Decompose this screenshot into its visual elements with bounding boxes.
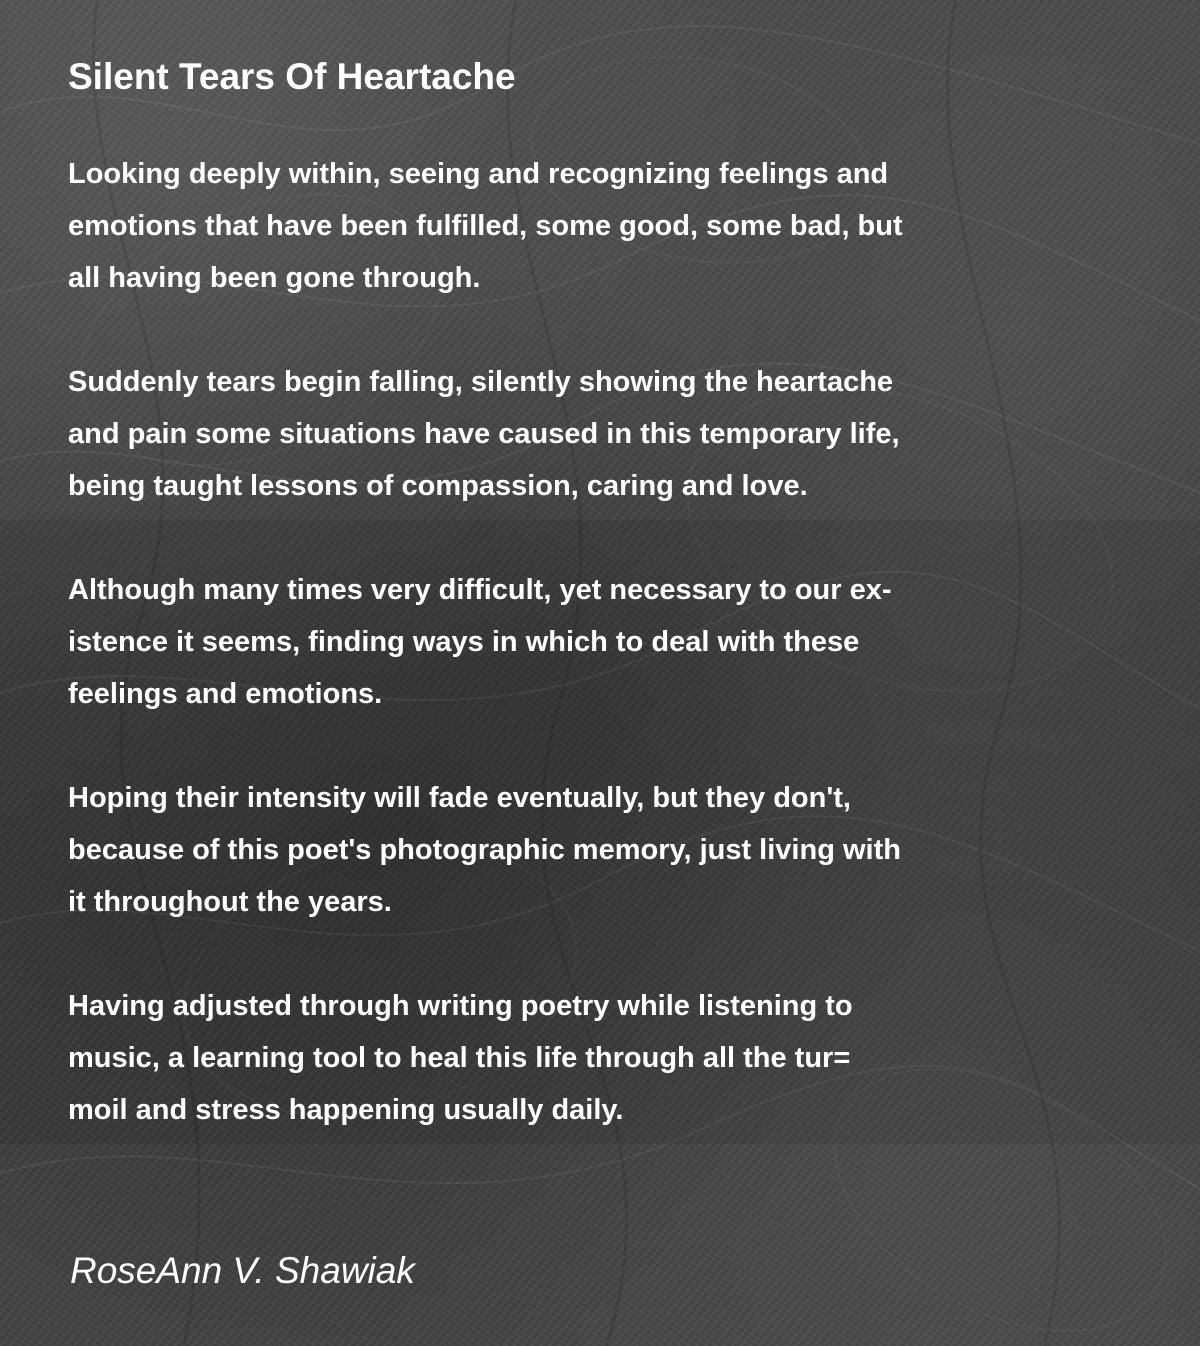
poem-body: [68, 148, 1128, 1188]
poem-line: being taught lessons of compassion, caring and love.: [68, 470, 808, 502]
poem-line: music, a learning tool to heal this life through all the tur=: [68, 1042, 851, 1074]
poem-line: and pain some situations have caused in this temporary life,: [68, 418, 900, 450]
poem-line: Suddenly tears begin falling, silently showing the heartache: [68, 366, 894, 398]
poem-line: emotions that have been fulfilled, some good, some bad, but: [68, 210, 903, 242]
poem-line: Although many times very difficult, yet necessary to our ex-: [68, 574, 892, 606]
poem-line: moil and stress happening usually daily.: [68, 1094, 624, 1126]
poem-line: Having adjusted through writing poetry while listening to: [68, 990, 853, 1022]
poem-line: feelings and emotions.: [68, 678, 383, 710]
stanza-2: [68, 356, 1128, 512]
stanza-3: [68, 564, 1128, 720]
poem-line: Hoping their intensity will fade eventually, but they don't,: [68, 782, 851, 814]
poem-author: RoseAnn V. Shawiak: [70, 1250, 415, 1291]
poem-line: because of this poet's photographic memory, just living with: [68, 834, 901, 866]
stanza-4: [68, 772, 1128, 928]
poem-line: istence it seems, finding ways in which to deal with these: [68, 626, 860, 658]
poem-title: Silent Tears Of Heartache: [68, 56, 516, 97]
poem-line: all having been gone through.: [68, 262, 481, 294]
poem-line: it throughout the years.: [68, 886, 392, 918]
stanza-1: [68, 148, 1128, 304]
stanza-5: [68, 980, 1128, 1136]
poem-line: Looking deeply within, seeing and recognizing feelings and: [68, 158, 889, 190]
